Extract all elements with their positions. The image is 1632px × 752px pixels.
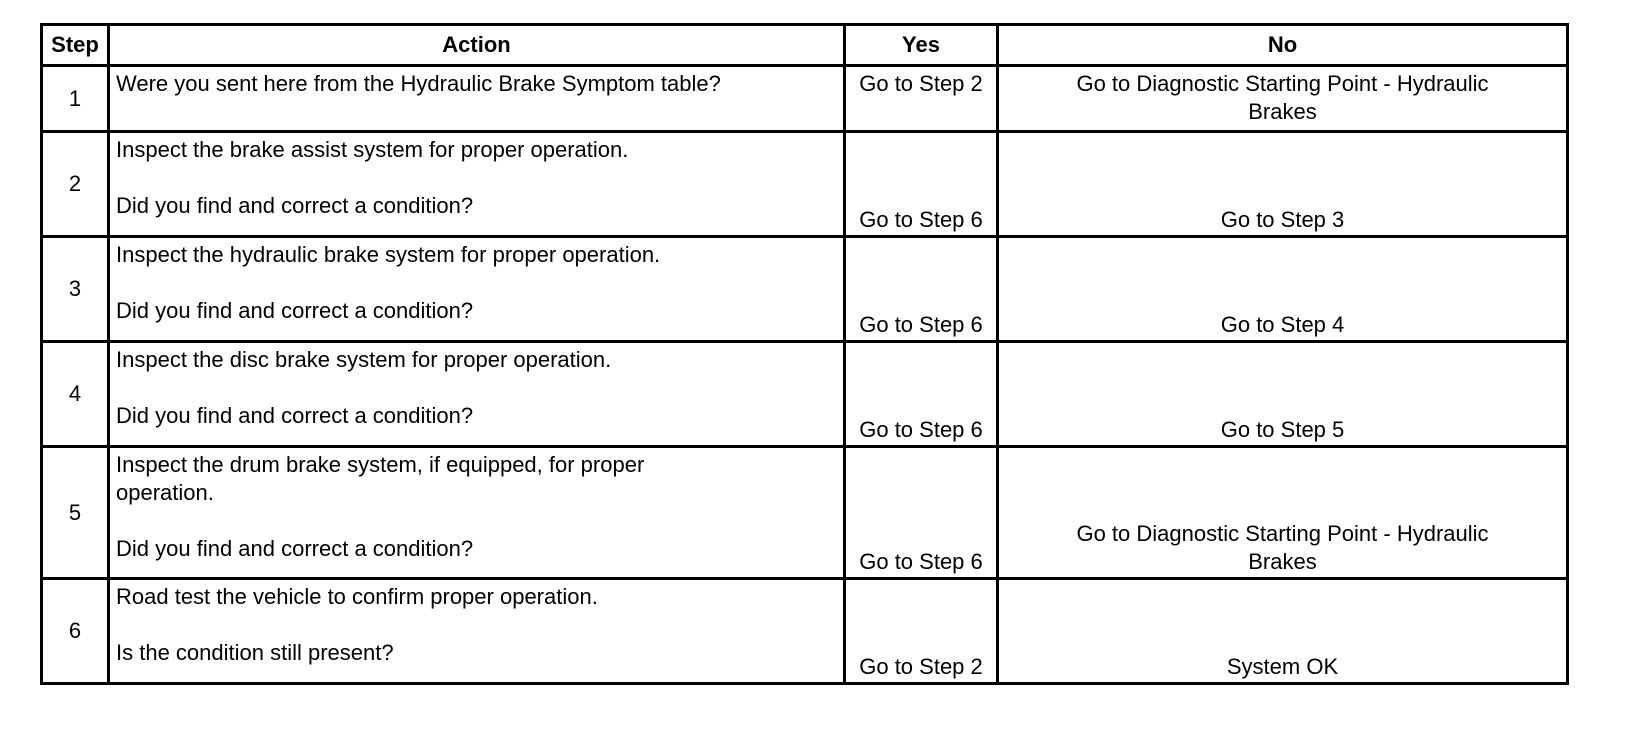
diagnostic-table	[40, 23, 1569, 685]
yes-result: Go to Step 2	[859, 71, 983, 96]
action-cell	[109, 132, 845, 237]
action-question: Did you find and correct a condition?	[116, 536, 474, 561]
yes-cell	[845, 579, 998, 684]
yes-result: Go to Step 6	[859, 312, 983, 337]
header-step: Step	[42, 25, 109, 66]
action-question: Did you find and correct a condition?	[116, 193, 474, 218]
yes-cell	[845, 237, 998, 342]
action-instruction: Inspect the drum brake system, if equipped, for proper operation.	[116, 452, 645, 505]
action-cell	[109, 579, 845, 684]
yes-result: Go to Step 2	[859, 654, 983, 679]
table-row	[42, 66, 1568, 132]
no-cell	[998, 447, 1568, 579]
yes-result: Go to Step 6	[859, 417, 983, 442]
yes-result: Go to Step 6	[859, 549, 983, 574]
yes-cell	[845, 132, 998, 237]
no-cell	[998, 132, 1568, 237]
no-result: Go to Diagnostic Starting Point - Hydraulic Brakes	[1076, 521, 1489, 574]
action-cell	[109, 66, 845, 132]
no-cell	[998, 237, 1568, 342]
action-question: Is the condition still present?	[116, 640, 394, 665]
no-cell	[998, 66, 1568, 132]
table-row	[42, 447, 1568, 579]
header-yes: Yes	[845, 25, 998, 66]
action-question: Did you find and correct a condition?	[116, 298, 474, 323]
header-action: Action	[109, 25, 845, 66]
step-number: 1	[42, 66, 109, 132]
yes-cell	[845, 342, 998, 447]
yes-result: Go to Step 6	[859, 207, 983, 232]
table-header-row	[42, 25, 1568, 66]
action-instruction: Inspect the brake assist system for proper operation.	[116, 137, 629, 162]
action-question: Were you sent here from the Hydraulic Brake Symptom table?	[116, 71, 721, 96]
no-cell	[998, 579, 1568, 684]
no-result: System OK	[1226, 654, 1339, 679]
action-cell	[109, 447, 845, 579]
no-result: Go to Step 4	[1220, 312, 1345, 337]
no-result: Go to Step 3	[1220, 207, 1345, 232]
action-cell	[109, 237, 845, 342]
step-number: 6	[42, 579, 109, 684]
no-result: Go to Step 5	[1220, 417, 1345, 442]
yes-cell	[845, 66, 998, 132]
action-question: Did you find and correct a condition?	[116, 403, 474, 428]
step-number: 5	[42, 447, 109, 579]
table-row	[42, 342, 1568, 447]
step-number: 3	[42, 237, 109, 342]
table-row	[42, 579, 1568, 684]
yes-cell	[845, 447, 998, 579]
no-cell	[998, 342, 1568, 447]
action-instruction: Road test the vehicle to confirm proper operation.	[116, 584, 598, 609]
table-row	[42, 237, 1568, 342]
table-row	[42, 132, 1568, 237]
action-instruction: Inspect the disc brake system for proper operation.	[116, 347, 612, 372]
step-number: 4	[42, 342, 109, 447]
action-instruction: Inspect the hydraulic brake system for proper operation.	[116, 242, 661, 267]
step-number: 2	[42, 132, 109, 237]
no-result: Go to Diagnostic Starting Point - Hydraulic Brakes	[1076, 71, 1489, 124]
action-cell	[109, 342, 845, 447]
header-no: No	[998, 25, 1568, 66]
